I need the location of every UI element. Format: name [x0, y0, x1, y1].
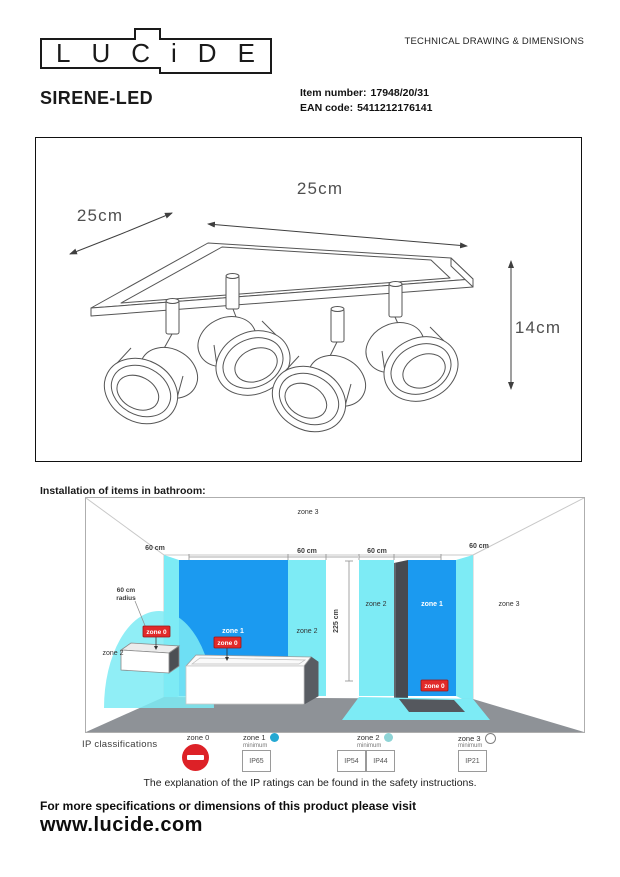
dim-225cm: 225 cm	[333, 609, 340, 633]
zone2-shower-label: zone 2	[365, 601, 387, 608]
radius-label-line2: radius	[116, 595, 136, 602]
zone2-dot-icon	[384, 733, 393, 742]
zone1-bath-label: zone 1	[222, 628, 244, 635]
dim-60cm-bath: 60 cm	[297, 548, 317, 555]
lucide-logo-icon	[40, 28, 275, 78]
zone3-dot-icon	[485, 733, 496, 744]
fixture-drawing	[36, 138, 581, 461]
ean-row	[300, 101, 432, 116]
spot-head-4	[358, 314, 468, 413]
bathroom-section-title: Installation of items in bathroom:	[40, 485, 206, 497]
ip21-box: IP21	[458, 750, 487, 772]
legend-zone1	[243, 733, 279, 742]
zone2-basin-label: zone 2	[102, 650, 124, 657]
legend-zone3-label: zone 3	[458, 734, 481, 743]
zone1-dot-icon	[270, 733, 279, 742]
logo-letters: LUCiDE	[56, 38, 275, 68]
zone1-shower-label: zone 1	[421, 601, 443, 608]
zone3-right-label: zone 3	[498, 601, 520, 608]
dim-60cm-shower: 60 cm	[367, 548, 387, 555]
dimension-depth-label: 25cm	[76, 206, 124, 225]
legend-zone2-minimum: minimum	[357, 743, 382, 749]
ip-note: The explanation of the IP ratings can be found in the safety instructions.	[143, 777, 477, 789]
item-number-value: 17948/20/31	[370, 87, 429, 99]
no-entry-bar	[187, 755, 204, 760]
dimension-height-label: 14cm	[514, 318, 562, 337]
lucide-logo	[40, 28, 275, 83]
dimension-width	[208, 224, 467, 246]
footer-url: www.lucide.com	[40, 814, 203, 836]
radius-label-line1: 60 cm	[116, 587, 136, 594]
legend-zone0	[176, 733, 220, 742]
ean-label: EAN code:	[300, 102, 354, 114]
footer-text: For more specifications or dimensions of this product please visit	[40, 799, 417, 813]
ean-value: 5411212176141	[357, 102, 433, 114]
item-number-label: Item number:	[300, 87, 367, 99]
product-codes	[300, 86, 432, 116]
zone0-tag-bathtub-label: zone 0	[217, 640, 238, 647]
bathroom-zones-diagram	[85, 497, 585, 733]
legend-zone0-label: zone 0	[186, 733, 210, 742]
dim-60cm-left: 60 cm	[145, 545, 165, 552]
ip65-box: IP65	[242, 750, 271, 772]
no-entry-icon	[182, 744, 209, 771]
product-name: SIRENE-LED	[40, 88, 154, 108]
shower-panel	[394, 560, 408, 705]
zone2-bath-label: zone 2	[296, 628, 318, 635]
spot-heads	[93, 308, 468, 445]
ip-legend	[0, 730, 620, 780]
legend-zone2-label: zone 2	[357, 733, 380, 742]
spot-head-1	[93, 338, 207, 437]
legend-zone1-minimum: minimum	[243, 743, 268, 749]
ip44-box: IP44	[366, 750, 395, 772]
bathroom-diagram-svg	[86, 498, 584, 732]
bathtub	[186, 655, 318, 704]
technical-drawing-panel	[35, 137, 582, 462]
ip54-box: IP54	[337, 750, 366, 772]
zone1-shower-wall	[408, 560, 456, 696]
legend-zone2	[357, 733, 393, 742]
dim-60cm-right: 60 cm	[469, 543, 489, 550]
ip-legend-title: IP classifications	[82, 739, 158, 750]
legend-zone1-label: zone 1	[243, 733, 266, 742]
washbasin	[121, 643, 179, 673]
zone0-tag-shower-label: zone 0	[424, 683, 445, 690]
document-type-title: TECHNICAL DRAWING & DIMENSIONS	[404, 36, 584, 47]
zone2-right-corner-strip	[456, 555, 473, 704]
zone3-top-label: zone 3	[297, 509, 319, 516]
legend-zone3-minimum: minimum	[458, 743, 483, 749]
dimension-width-label: 25cm	[296, 179, 344, 198]
zone2-shower-strip	[359, 560, 394, 696]
zone0-tag-basin-label: zone 0	[146, 629, 167, 636]
mounting-plate	[91, 243, 473, 316]
item-number-row	[300, 86, 432, 101]
